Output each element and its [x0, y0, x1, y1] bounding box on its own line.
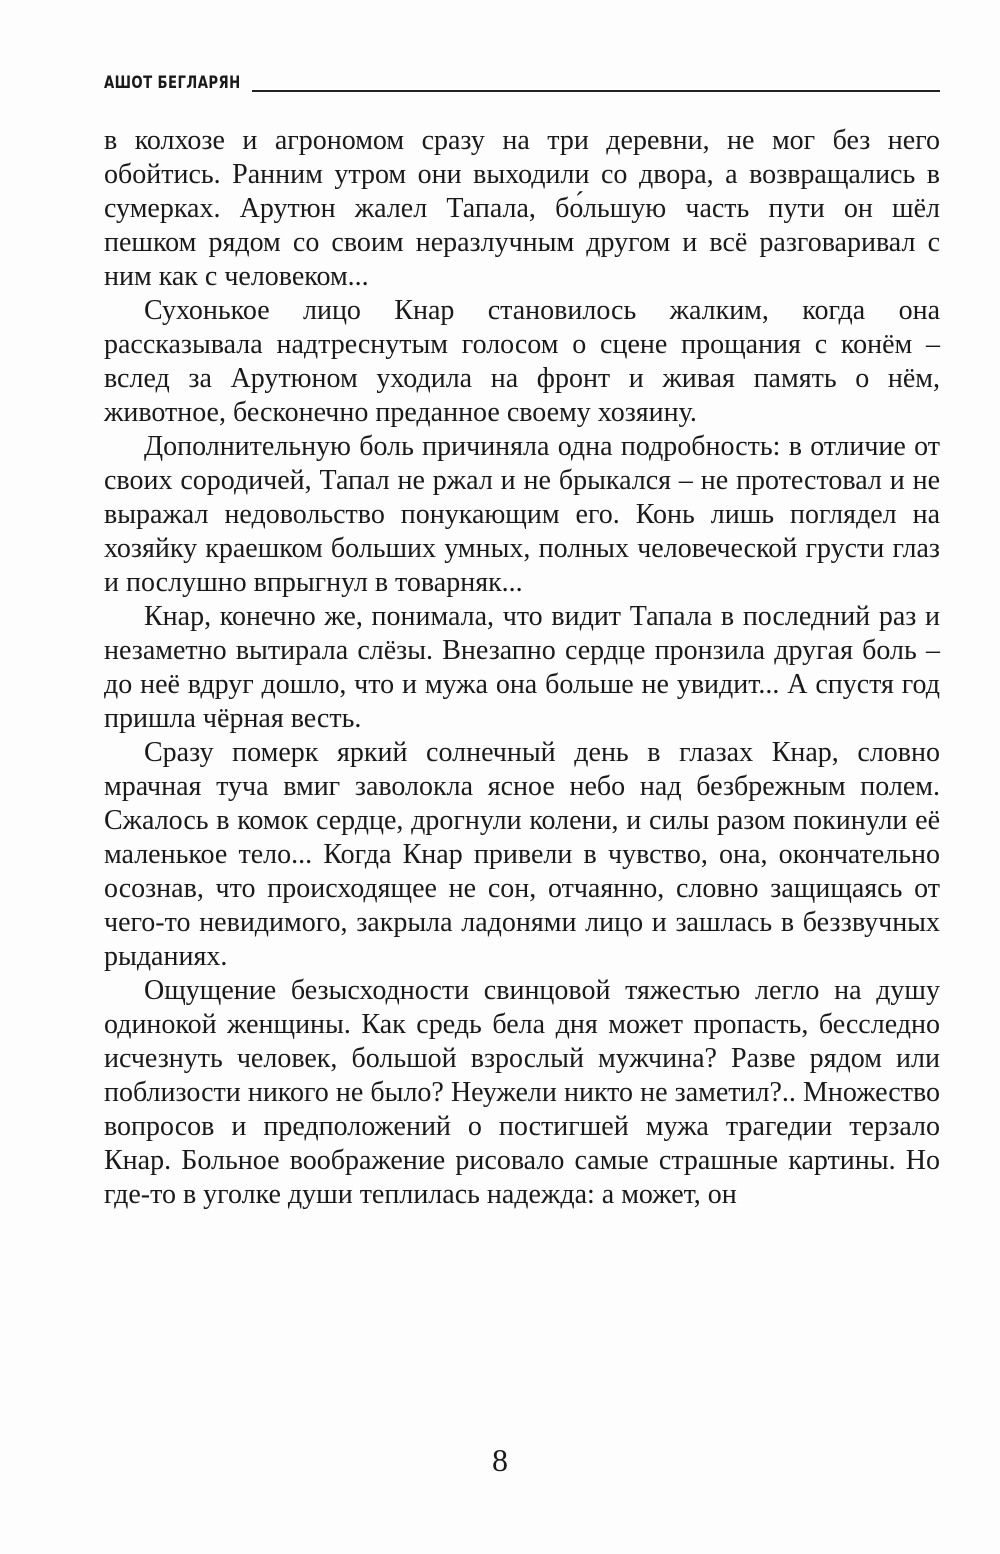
header-rule	[252, 90, 940, 92]
paragraph-2: Сухонькое лицо Кнар становилось жалким, когда она рассказывала надтреснутым голосом о сцене прощания с конём – вслед за Арутюном уходила на фронт и живая память о нём, животное, бесконечно преданное своему хозяину.	[104, 295, 940, 428]
paragraph-4: Кнар, конечно же, понимала, что видит Тапала в последний раз и незаметно вытирала слёзы. Внезапно сердце пронзила другая боль – до неё вдруг дошло, что и мужа она больше не увидит... А спустя год пришла чёрная весть.	[104, 601, 940, 734]
body-text	[104, 124, 940, 1212]
paragraph-5: Сразу померк яркий солнечный день в глазах Кнар, словно мрачная туча вмиг заволокла ясное небо над безбрежным полем. Сжалось в комок сердце, дрогнули колени, и силы разом покинули её маленькое тело... Когда Кнар привели в чувство, она, окончательно осознав, что происходящее не сон, отчаянно, словно защищаясь от чего-то невидимого, закрыла ладонями лицо и зашлась в беззвучных рыданиях.	[104, 737, 940, 972]
header-author: АШОТ БЕГЛАРЯН	[104, 73, 241, 93]
paragraph-1: в колхозе и агрономом сразу на три деревни, не мог без него обойтись. Ранним утром они выходили со двора, а возвращались в сумерках. Арутюн жалел Тапала, бо́льшую часть пути он шёл пешком рядом со своим неразлучным другом и всё разговаривал с ним как с человеком...	[104, 125, 940, 292]
paragraph-6: Ощущение безысходности свинцовой тяжестью легло на душу одинокой женщины. Как средь бела дня может пропасть, бесследно исчезнуть человек, большой взрослый мужчина? Разве рядом или поблизости никого не было? Неужели никто не заметил?.. Множество вопросов и предположений о постигшей мужа трагедии терзало Кнар. Больное воображение рисовало самые страшные картины. Но где-то в уголке души теплилась надежда: а может, он	[104, 975, 940, 1210]
paragraph-3: Дополнительную боль причиняла одна подробность: в отличие от своих сородичей, Тапал не ржал и не брыкался – не протестовал и не выражал недовольство понукающим его. Конь лишь поглядел на хозяйку краешком больших умных, полных человеческой грусти глаз и послушно впрыгнул в товарняк...	[104, 431, 940, 598]
running-header	[104, 72, 940, 98]
page-number: 8	[492, 1442, 508, 1478]
